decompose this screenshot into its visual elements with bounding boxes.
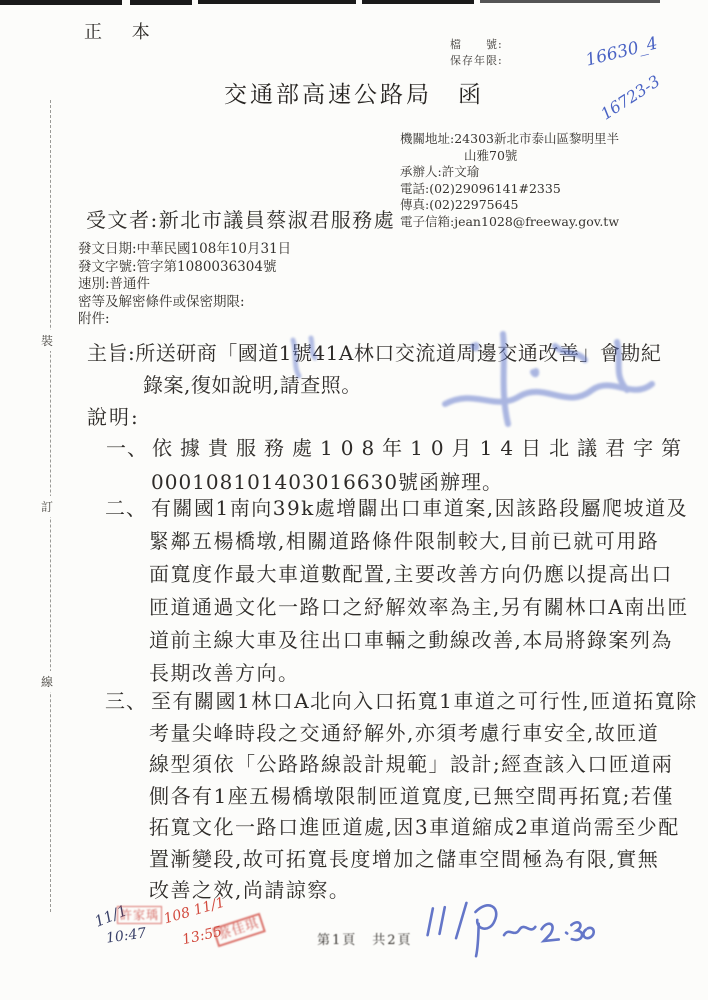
retention-label: 保存年限: (450, 54, 503, 67)
file-number-block (450, 37, 503, 69)
item-text: 考量尖峰時段之交通紓解外,亦須考慮行車安全,故匝道 (149, 720, 660, 745)
agency-email: 電子信箱:jean1028@freeway.gov.tw (400, 213, 620, 229)
copy-type-label: 正 本 (84, 22, 162, 43)
page-number: 第1頁 共2頁 (317, 933, 413, 948)
item-text: 至有關國1林口A北向入口拓寬1車道之可行性,匝道拓寬除 (151, 689, 698, 713)
explanation-label: 說明: (87, 405, 140, 429)
binding-mark: 裝 (41, 330, 53, 351)
subject-line: 主旨:所送研商「國道1號41A林口交流道周邊交通改善」會勘紀 (87, 341, 662, 365)
item-marker: 三、 (105, 689, 147, 713)
item-text: 緊鄰五楊橋墩,相關道路條件限制較大,目前已就可用路 (149, 529, 660, 553)
item-text: 匝道通過文化一路口之紓解效率為主,另有關林口A南出匝 (149, 595, 689, 619)
binding-mark: 訂 (41, 496, 53, 517)
blue-ink-smudge (283, 332, 328, 382)
dispatch-date: 發文日期:中華民國108年10月31日 (78, 241, 292, 257)
scan-artifact-top (0, 0, 122, 5)
document-title: 交通部高速公路局 函 (224, 82, 484, 108)
agency-fax: 傳真:(02)22975645 (400, 197, 519, 212)
item-marker: 二、 (105, 496, 147, 520)
handwritten-received-time: 10:47 (105, 925, 148, 947)
handwritten-received-date-2: 108 11/1 (162, 894, 227, 928)
item-text: 長期改善方向。 (149, 661, 300, 685)
red-name-stamp: 許家瑀 (117, 906, 162, 924)
item-text: 線型須依「公路路線設計規範」設計;經查該入口匝道兩 (149, 752, 674, 776)
item-text: 拓寬文化一路口進匝道處,因3車道縮成2車道尚需至少配 (149, 815, 680, 839)
binding-mark: 線 (41, 671, 53, 692)
explanation-item-1 (106, 431, 689, 499)
handwritten-file-number-1: 16630_4 (583, 33, 660, 71)
scan-artifact-top (362, 0, 474, 4)
item-text: 置漸變段,故可拓寬長度增加之儲車空間極為有限,實無 (149, 846, 660, 871)
scan-artifact-top (480, 0, 660, 3)
item-text: 側各有1座五楊橋墩限制匝道寬度,已無空間再拓寬;若僅 (149, 783, 674, 808)
agency-contact-person: 承辦人:許文瑜 (400, 164, 480, 179)
blue-ink-stamp (415, 328, 665, 438)
item-text: 有關國1南向39k處增闢出口車道案,因該路段屬爬坡道及 (151, 496, 689, 520)
item-text: 改善之效,尚請諒察。 (149, 878, 351, 902)
handwritten-file-number-2: 16723-3 (597, 71, 664, 124)
scan-artifact-top (198, 0, 356, 4)
delivery-speed: 速別:普通件 (78, 276, 151, 293)
file-number-label: 檔 號: (450, 38, 503, 51)
security-class: 密等及解密條件或保密期限: (78, 293, 245, 310)
item-text: 道前主線大車及往出口車輛之動線改善,本局將錄案列為 (149, 628, 673, 652)
subject-line: 錄案,復如說明,請查照。 (143, 373, 362, 397)
item-text: 依據貴服務處108年10月14日北議君字第 (152, 436, 690, 460)
agency-contact-block (400, 131, 619, 230)
attachment-label: 附件: (78, 311, 110, 328)
dispatch-number: 發文字號:管字第1080036304號 (78, 258, 277, 275)
item-marker: 一、 (106, 436, 148, 460)
handwritten-received-date: 11/1 (91, 901, 130, 931)
red-name-stamp-2: 蔡佳琪 (212, 913, 266, 947)
explanation-item-3 (105, 686, 698, 907)
agency-address-line2: 山雅70號 (464, 147, 518, 163)
recipient-line: 受文者:新北市議員蔡淑君服務處 (86, 208, 396, 232)
scan-artifact-top (130, 0, 192, 5)
item-text: 000108101403016630號函辦理。 (151, 470, 504, 494)
explanation-item-2 (105, 492, 689, 690)
item-text: 面寬度作最大車道數配置,主要改善方向仍應以提高出口 (149, 562, 673, 586)
dispatch-meta-block (78, 241, 291, 329)
handwritten-received-time-2: 13:55 (180, 923, 224, 949)
agency-address-line1: 機關地址:24303新北市泰山區黎明里半 (400, 131, 619, 146)
agency-phone: 電話:(02)29096141#2335 (400, 180, 561, 196)
